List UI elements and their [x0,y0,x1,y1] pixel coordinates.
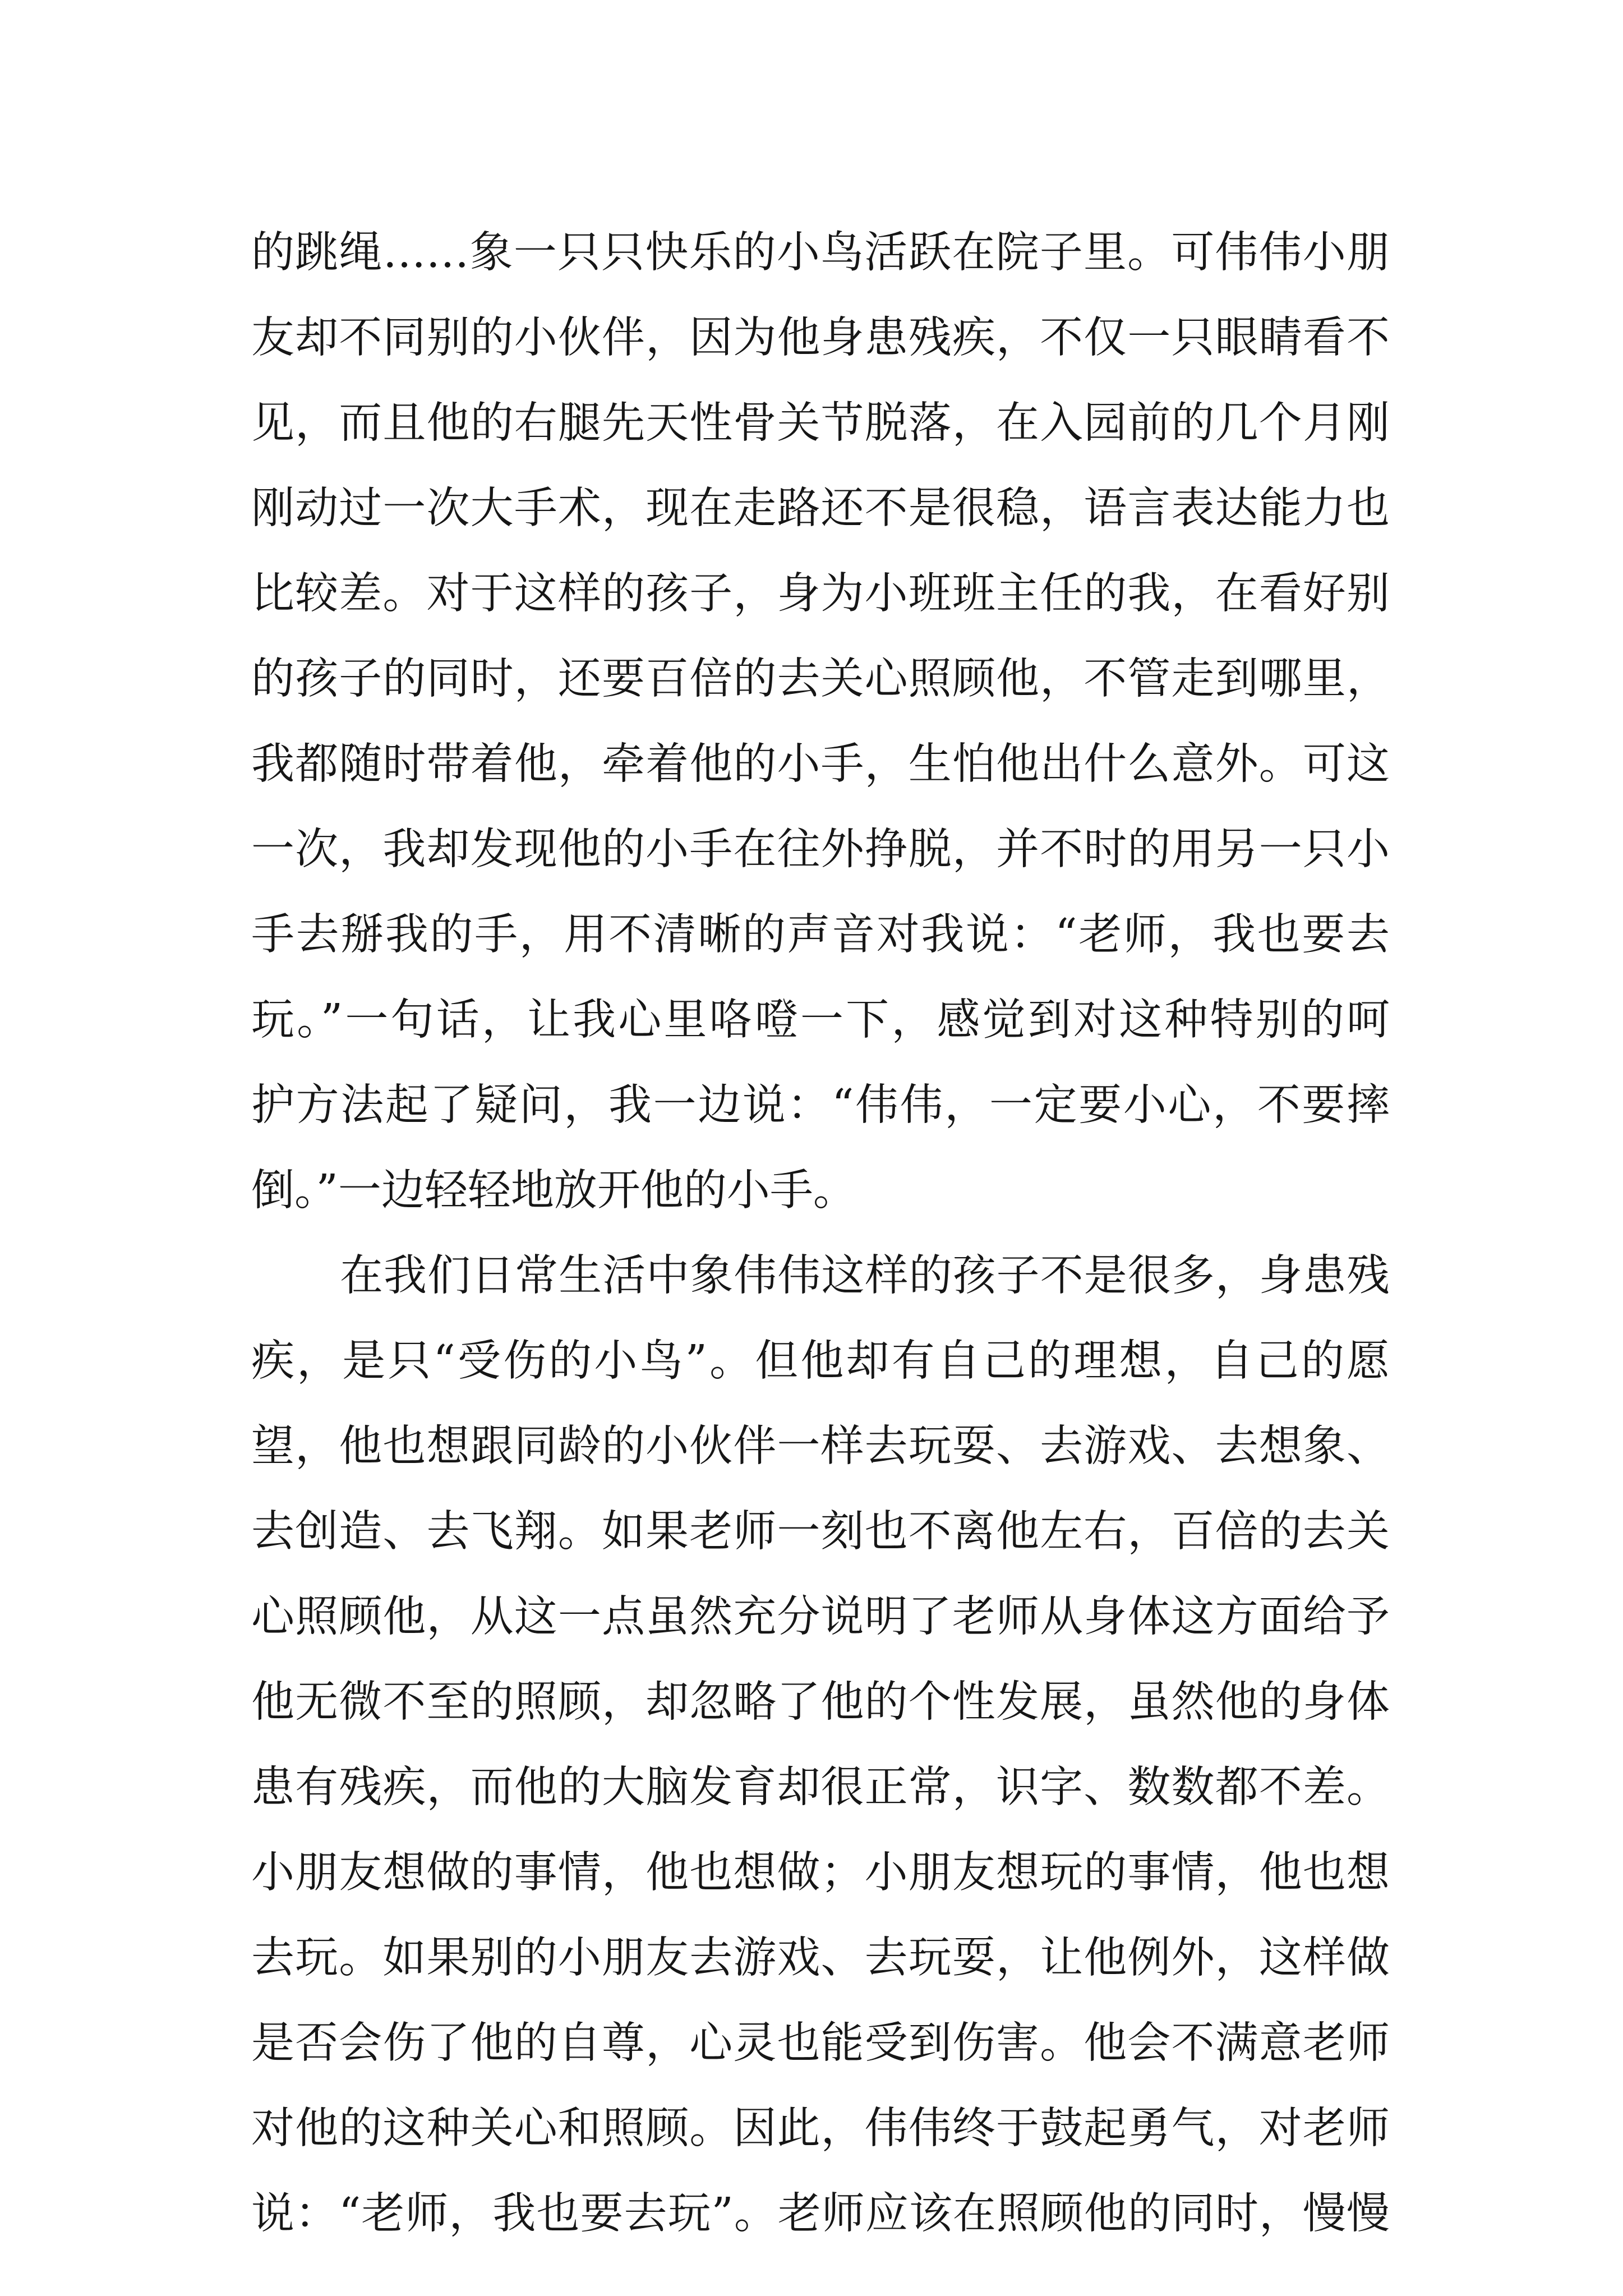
text-line: 友却不同别的小伙伴，因为他身患残疾，不仅一只眼睛看不 [251,313,1390,363]
text-line: 我都随时带着他，牵着他的小手，生怕他出什么意外。可这 [251,739,1390,789]
text-line: 去玩。如果别的小朋友去游戏、去玩耍，让他例外，这样做 [251,1933,1390,1983]
text-line: 小朋友想做的事情，他也想做；小朋友想玩的事情，他也想 [251,1848,1390,1898]
text-line: 一次，我却发现他的小手在往外挣脱，并不时的用另一只小 [251,825,1390,875]
text-line: 比较差。对于这样的孩子，身为小班班主任的我，在看好别 [251,569,1390,619]
paragraph-1 [251,210,1390,1234]
text-line: 玩。”一句话，让我心里咯噔一下，感觉到对这种特别的呵 [251,995,1390,1045]
text-line: 患有残疾，而他的大脑发育却很正常，识字、数数都不差。 [251,1763,1390,1812]
text-line: 在我们日常生活中象伟伟这样的孩子不是很多，身患残 [340,1251,1390,1301]
text-line: 说：“老师，我也要去玩”。老师应该在照顾他的同时，慢慢 [251,2189,1390,2239]
text-line: 手去掰我的手，用不清晰的声音对我说：“老师，我也要去 [251,910,1390,960]
text-line: 对他的这种关心和照顾。因此，伟伟终于鼓起勇气，对老师 [251,2104,1390,2154]
text-line: 见，而且他的右腿先天性骨关节脱落，在入园前的几个月刚 [251,398,1390,448]
document-body [251,210,1390,2257]
text-line: 去创造、去飞翔。如果老师一刻也不离他左右，百倍的去关 [251,1507,1390,1557]
text-line: 疾，是只“受伤的小鸟”。但他却有自己的理想，自己的愿 [251,1336,1390,1386]
text-line: 刚动过一次大手术，现在走路还不是很稳，语言表达能力也 [251,484,1390,533]
text-line: 倒。”一边轻轻地放开他的小手。 [251,1166,856,1216]
text-line: 是否会伤了他的自尊，心灵也能受到伤害。他会不满意老师 [251,2018,1390,2068]
paragraph-2 [251,1234,1390,2257]
text-line: 的跳绳……象一只只快乐的小鸟活跃在院子里。可伟伟小朋 [251,228,1390,278]
text-line: 心照顾他，从这一点虽然充分说明了老师从身体这方面给予 [251,1592,1390,1642]
text-line: 护方法起了疑问，我一边说：“伟伟，一定要小心，不要摔 [251,1080,1390,1130]
text-line: 的孩子的同时，还要百倍的去关心照顾他，不管走到哪里， [251,654,1390,704]
text-line: 他无微不至的照顾，却忽略了他的个性发展，虽然他的身体 [251,1677,1390,1727]
text-line: 望，他也想跟同龄的小伙伴一样去玩耍、去游戏、去想象、 [251,1421,1390,1471]
